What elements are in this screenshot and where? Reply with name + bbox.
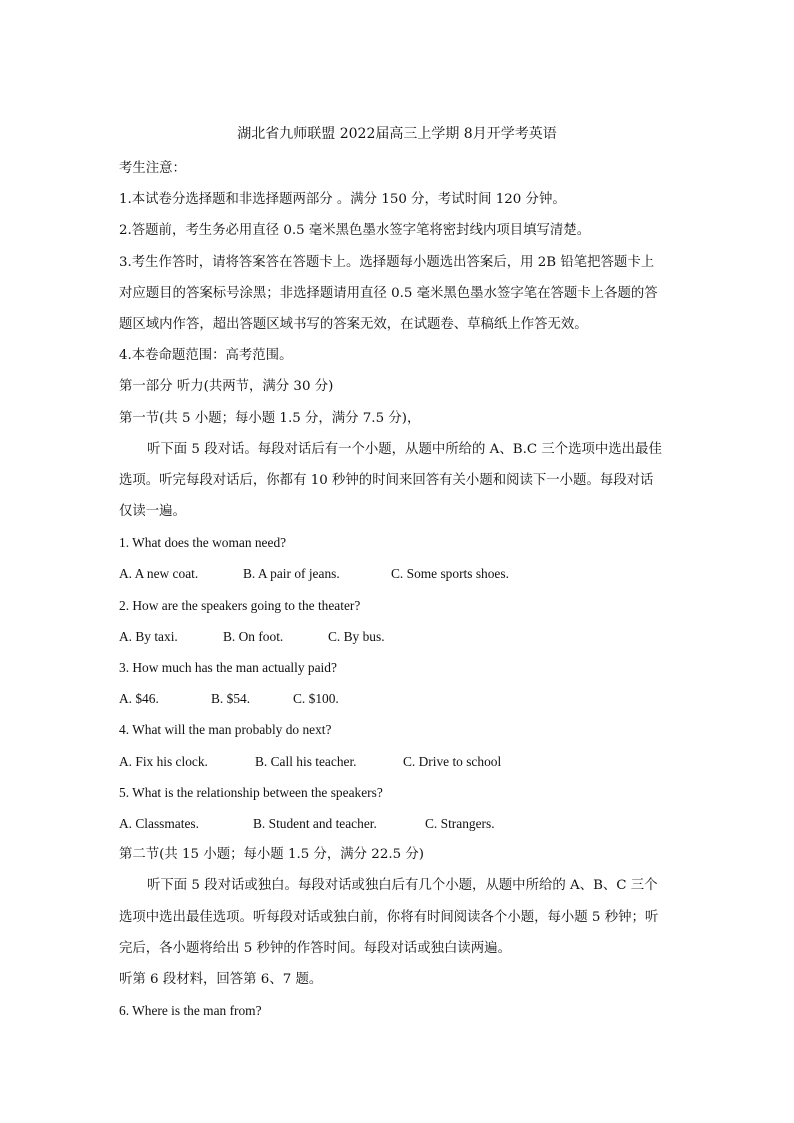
- question-4-option-c: C. Drive to school: [403, 753, 502, 769]
- question-1-options: [119, 558, 675, 589]
- question-5-option-a: A. Classmates.: [119, 815, 199, 831]
- section1-instruction-line-1: 听下面 5 段对话。每段对话后有一个小题，从题中所给的 A、B.C 三个选项中选出最佳: [147, 441, 662, 457]
- question-4-option-b: B. Call his teacher.: [255, 753, 357, 769]
- question-3: 3. How much has the man actually paid?: [119, 660, 337, 675]
- question-2: 2. How are the speakers going to the theater?: [119, 597, 361, 613]
- notice-item-3-line-3: 题区域内作答，超出答题区域书写的答案无效，在试题卷、草稿纸上作答无效。: [119, 316, 588, 332]
- page-content: [119, 153, 675, 1026]
- question-5: 5. What is the relationship between the speakers?: [119, 784, 383, 800]
- question-5-option-c: C. Strangers.: [425, 815, 495, 831]
- page-title: 湖北省九师联盟 2022届高三上学期 8月开学考英语: [237, 126, 557, 142]
- notice-item-3-line-2: 对应题目的答案标号涂黑；非选择题请用直径 0.5 毫米黑色墨水签字笔在答题卡上各题的答: [119, 285, 658, 301]
- section2-instruction-line-1: 听下面 5 段对话或独白。每段对话或独白后有几个小题，从题中所给的 A、B、C 三个: [147, 878, 658, 894]
- section1-instruction-line-3: 仅读一遍。: [119, 504, 186, 520]
- material-6-instruction: 听第 6 段材料，回答第 6、7 题。: [119, 971, 323, 987]
- notice-item-3-line-1: 3.考生作答时，请将答案答在答题卡上。选择题每小题选出答案后，用 2B 铅笔把答题卡上: [119, 254, 655, 270]
- notice-item-2: 2.答题前，考生务必用直径 0.5 毫米黑色墨水签字笔将密封线内项目填写清楚。: [119, 223, 591, 239]
- question-3-option-b: B. $54.: [211, 691, 251, 707]
- notice-heading: 考生注意：: [119, 161, 186, 176]
- notice-item-1: 1.本试卷分选择题和非选择题两部分 。满分 150 分，考试时间 120 分钟。: [119, 192, 566, 208]
- section2-heading: 第二节(共 15 小题；每小题 1.5 分，满分 22.5 分): [119, 847, 424, 863]
- section1-heading: 第一节(共 5 小题；每小题 1.5 分，满分 7.5 分)，: [119, 410, 421, 426]
- question-1: 1. What does the woman need?: [119, 535, 287, 551]
- question-4-option-a: A. Fix his clock.: [119, 753, 208, 769]
- section2-instruction-line-3: 完后，各小题将给出 5 秒钟的作答时间。每段对话或独白读两遍。: [119, 940, 511, 956]
- section2-instruction-line-2: 选项中选出最佳选项。听每段对话或独白前，你将有时间阅读各个小题，每小题 5 秒钟；听: [119, 909, 659, 925]
- question-3-option-c: C. $100.: [293, 691, 339, 707]
- question-2-option-c: C. By bus.: [328, 628, 385, 644]
- question-6: 6. Where is the man from?: [119, 1003, 262, 1019]
- question-3-options: [119, 683, 675, 714]
- question-5-option-b: B. Student and teacher.: [253, 815, 377, 831]
- part1-heading: 第一部分 听力(共两节，满分 30 分): [119, 379, 334, 395]
- section1-instruction-line-2: 选项。听完每段对话后，你都有 10 秒钟的时间来回答有关小题和阅读下一小题。每段对话: [119, 472, 654, 488]
- question-4-options: [119, 746, 675, 777]
- question-3-option-a: A. $46.: [119, 691, 159, 707]
- question-1-option-a: A. A new coat.: [119, 566, 199, 582]
- question-1-option-c: C. Some sports shoes.: [391, 566, 509, 582]
- question-1-option-b: B. A pair of jeans.: [243, 566, 340, 582]
- question-2-options: [119, 621, 675, 652]
- question-5-options: [119, 808, 675, 839]
- question-2-option-b: B. On foot.: [223, 628, 284, 644]
- question-2-option-a: A. By taxi.: [119, 628, 178, 644]
- notice-item-4: 4.本卷命题范围：高考范围。: [119, 348, 293, 364]
- question-4: 4. What will the man probably do next?: [119, 722, 332, 738]
